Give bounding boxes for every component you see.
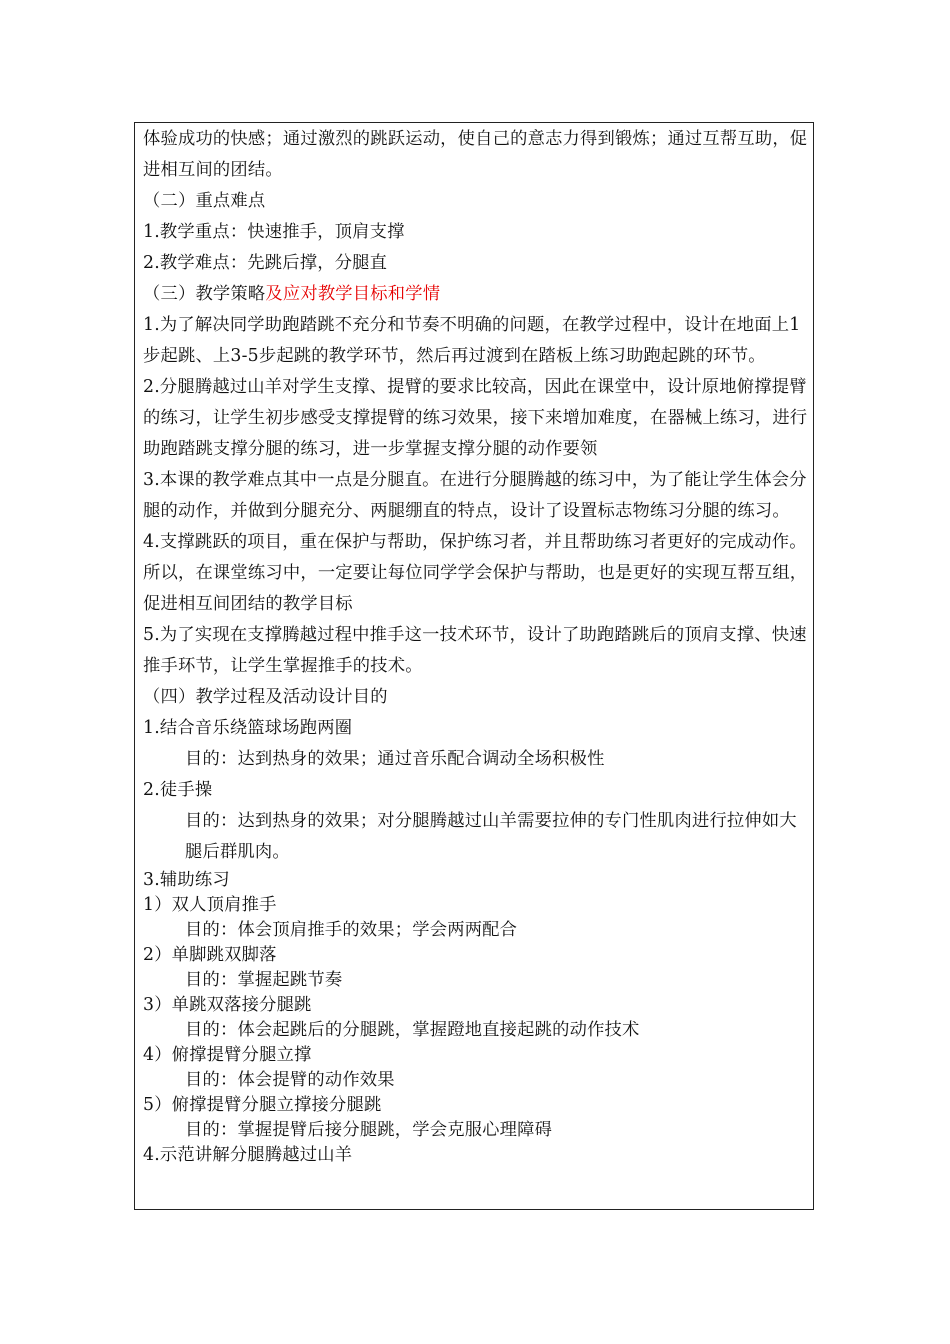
- paragraph-text: 目的：掌握提臂后接分腿跳，学会克服心理障碍: [185, 1120, 553, 1140]
- paragraph: [143, 1143, 809, 1168]
- paragraph: [143, 682, 809, 713]
- paragraph: [143, 993, 809, 1018]
- document-content: [143, 124, 809, 1168]
- paragraph-text: 1.结合音乐绕篮球场跑两圈: [143, 718, 353, 738]
- paragraph: [143, 1118, 809, 1143]
- paragraph: [143, 279, 809, 310]
- paragraph-text: （二）重点难点: [143, 191, 266, 211]
- paragraph: [143, 744, 809, 775]
- paragraph-text: 目的：体会提臂的动作效果: [185, 1070, 395, 1090]
- paragraph: [143, 186, 809, 217]
- paragraph: [143, 943, 809, 968]
- paragraph: [143, 217, 809, 248]
- paragraph-text: 1.为了解决同学助跑踏跳不充分和节奏不明确的问题，在教学过程中，设计在地面上1步起跳、上3-5步起跳的教学环节，然后再过渡到在踏板上练习助跑起跳的环节。: [143, 315, 801, 366]
- paragraph-text: 2.徒手操: [143, 780, 213, 800]
- paragraph-text: 3）单跳双落接分腿跳: [143, 995, 312, 1015]
- paragraph: [143, 465, 809, 527]
- paragraph: [143, 310, 809, 372]
- paragraph: [143, 868, 809, 893]
- paragraph: [143, 1068, 809, 1093]
- paragraph: [143, 527, 809, 620]
- paragraph: [143, 713, 809, 744]
- paragraph-text: 2）单脚跳双脚落: [143, 945, 277, 965]
- paragraph-text: 4.支撑跳跃的项目，重在保护与帮助，保护练习者，并且帮助练习者更好的完成动作。所以，在课堂练习中，一定要让每位同学学会保护与帮助，也是更好的实现互帮互组，促进相互间团结的教学目标: [143, 532, 808, 614]
- paragraph-text: 1.教学重点：快速推手，顶肩支撑: [143, 222, 405, 242]
- paragraph-text: （四）教学过程及活动设计目的: [143, 687, 388, 707]
- paragraph: [143, 1018, 809, 1043]
- paragraph-text: （三）教学策略: [143, 284, 266, 304]
- paragraph: [143, 124, 809, 186]
- paragraph-text: 3.本课的教学难点其中一点是分腿直。在进行分腿腾越的练习中，为了能让学生体会分腿的动作，并做到分腿充分、两腿绷直的特点，设计了设置标志物练习分腿的练习。: [143, 470, 807, 521]
- paragraph-text: 目的：掌握起跳节奏: [185, 970, 343, 990]
- paragraph-text: 4）俯撑提臂分腿立撑: [143, 1045, 312, 1065]
- paragraph: [143, 1043, 809, 1068]
- paragraph: [143, 893, 809, 918]
- paragraph: [143, 372, 809, 465]
- paragraph: [143, 620, 809, 682]
- paragraph-text: 2.分腿腾越过山羊对学生支撑、提臂的要求比较高，因此在课堂中，设计原地俯撑提臂的练习，让学生初步感受支撑提臂的练习效果，接下来增加难度，在器械上练习，进行助跑踏跳支撑分腿的练习，进一步掌握支撑分腿的动作要领: [143, 377, 808, 459]
- paragraph-text: 目的：达到热身的效果；对分腿腾越过山羊需要拉伸的专门性肌肉进行拉伸如大腿后群肌肉。: [185, 811, 797, 862]
- paragraph-text: 体验成功的快感；通过激烈的跳跃运动，使自己的意志力得到锻炼；通过互帮互助，促进相互间的团结。: [143, 129, 808, 180]
- paragraph-text: 2.教学难点：先跳后撑，分腿直: [143, 253, 388, 273]
- paragraph: [143, 806, 809, 868]
- paragraph: [143, 968, 809, 993]
- paragraph-text: 3.辅助练习: [143, 870, 230, 890]
- paragraph-text: 目的：体会顶肩推手的效果；学会两两配合: [185, 920, 518, 940]
- paragraph: [143, 248, 809, 279]
- paragraph-text: 1）双人顶肩推手: [143, 895, 277, 915]
- paragraph: [143, 775, 809, 806]
- highlighted-text: 及应对教学目标和学情: [265, 284, 441, 304]
- paragraph-text: 目的：体会起跳后的分腿跳，掌握蹬地直接起跳的动作技术: [185, 1020, 640, 1040]
- paragraph: [143, 1093, 809, 1118]
- paragraph-text: 5.为了实现在支撑腾越过程中推手这一技术环节，设计了助跑踏跳后的顶肩支撑、快速推手环节，让学生掌握推手的技术。: [143, 625, 807, 676]
- paragraph: [143, 918, 809, 943]
- paragraph-text: 4.示范讲解分腿腾越过山羊: [143, 1145, 353, 1165]
- paragraph-text: 5）俯撑提臂分腿立撑接分腿跳: [143, 1095, 382, 1115]
- paragraph-text: 目的：达到热身的效果；通过音乐配合调动全场积极性: [185, 749, 605, 769]
